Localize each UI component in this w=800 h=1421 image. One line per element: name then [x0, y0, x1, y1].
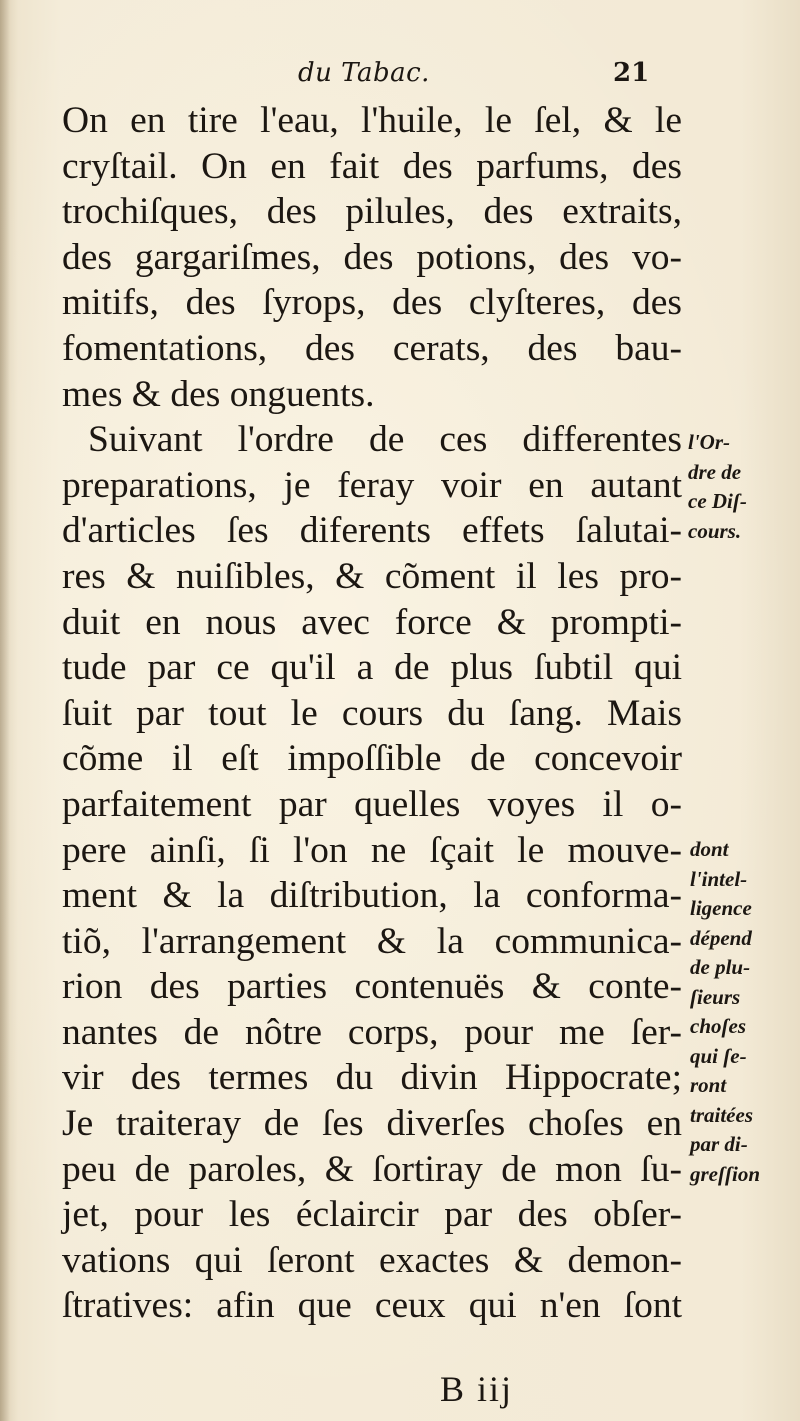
- text-line: nantes de nôtre corps, pour me ſer-: [62, 1011, 682, 1053]
- margin-note-line: qui ſe-: [690, 1043, 747, 1068]
- text-line: ſtratives: afin que ceux qui n'en ſont: [62, 1285, 682, 1327]
- margin-note-line: ront: [690, 1073, 727, 1097]
- text-line: On en tire l'eau, l'huile, le ſel, & le: [62, 100, 682, 141]
- text-line: cryſtail. On en fait des parfums, des: [62, 145, 682, 187]
- text-line: res & nuiſibles, & cõment il les pro-: [62, 555, 682, 597]
- signature-mark: B iij: [440, 1369, 514, 1409]
- text-line: tiõ, l'arrangement & la communica-: [62, 920, 682, 962]
- margin-note-line: dépend: [690, 925, 752, 950]
- margin-note-line: greſſion: [690, 1161, 760, 1186]
- margin-note-line: traitées: [690, 1102, 753, 1127]
- margin-note-line: ligence: [690, 896, 752, 920]
- text-line: ſuit par tout le cours du ſang. Mais: [62, 692, 682, 734]
- text-line: jet, pour les éclaircir par des obſer-: [62, 1194, 682, 1236]
- text-line: preparations, je feray voir en autant: [62, 464, 682, 506]
- text-line: tude par ce qu'il a de plus ſubtil qui: [62, 647, 682, 689]
- text-line: parfaitement par quelles voyes il o-: [62, 783, 682, 825]
- margin-note-line: ce Diſ-: [688, 489, 747, 513]
- body-text: [62, 98, 682, 1329]
- text-line: Je traiteray de ſes diverſes choſes en: [62, 1103, 682, 1145]
- text-line: rion des parties contenuës & conte-: [62, 966, 682, 1008]
- text-line: trochiſques, des pilules, des extraits,: [62, 191, 682, 233]
- text-line: pere ainſi, ſi l'on ne ſçait le mouve-: [62, 829, 682, 871]
- text-line: Suivant l'ordre de ces differentes: [88, 419, 682, 461]
- page-number: 21: [613, 58, 650, 88]
- margin-note-line: cours.: [688, 518, 742, 543]
- text-line: ment & la diſtribution, la conforma-: [62, 875, 682, 917]
- margin-note-digression: [690, 835, 760, 1189]
- text-line: cõme il eſt impoſſible de concevoir: [62, 738, 682, 780]
- margin-note-line: dont: [690, 837, 729, 861]
- text-line: vations qui ſeront exactes & demon-: [62, 1239, 682, 1281]
- margin-note-line: l'Or-: [688, 430, 730, 454]
- text-line: mes & des onguents.: [62, 373, 375, 415]
- text-line: vir des termes du divin Hippocrate;: [62, 1057, 682, 1099]
- margin-note-line: ſieurs: [690, 984, 741, 1009]
- margin-note-line: l'intel-: [690, 866, 748, 891]
- text-line: peu de paroles, & ſortiray de mon ſu-: [62, 1148, 682, 1190]
- page-gutter-shadow: [0, 0, 10, 1421]
- margin-note-line: choſes: [690, 1014, 746, 1038]
- margin-note-line: par di-: [690, 1132, 748, 1156]
- margin-note-order: [688, 428, 747, 546]
- margin-note-line: de plu-: [690, 955, 751, 979]
- running-title: du Tabac.: [298, 58, 430, 88]
- text-line: fomentations, des cerats, des bau-: [62, 327, 682, 369]
- text-line: mitifs, des ſyrops, des clyſteres, des: [62, 282, 682, 324]
- text-line: duit en nous avec force & prompti-: [62, 601, 682, 643]
- text-line: des gargariſmes, des potions, des vo-: [62, 236, 682, 278]
- margin-note-line: dre de: [688, 459, 742, 484]
- text-line: d'articles ſes diferents effets ſalutai-: [62, 510, 682, 552]
